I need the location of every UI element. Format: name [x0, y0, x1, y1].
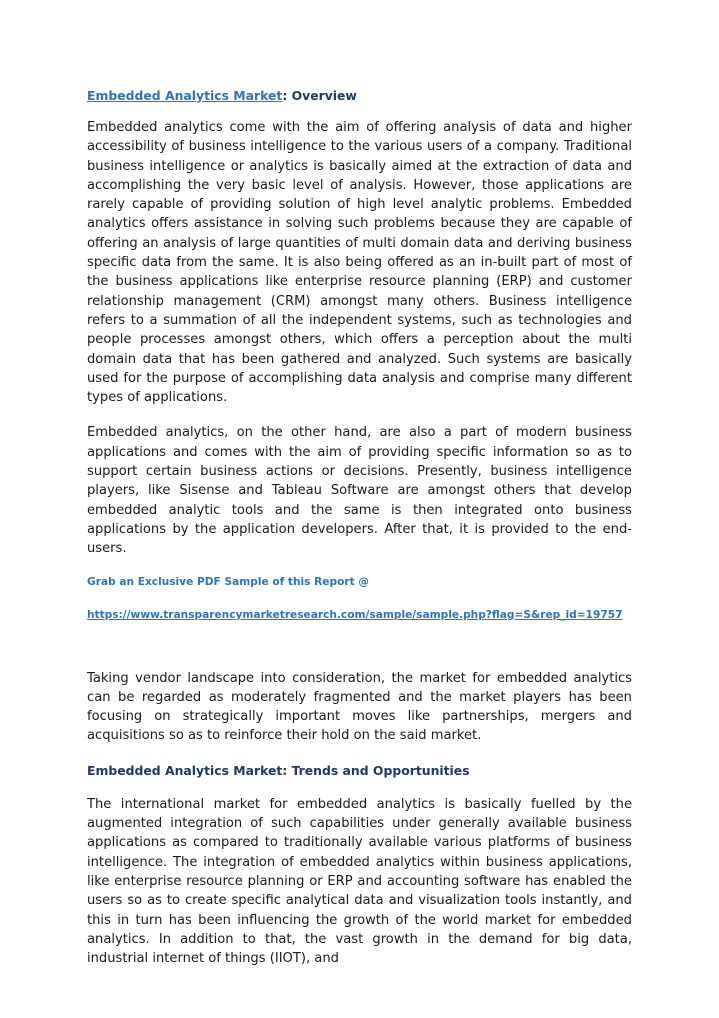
section-heading-overview — [87, 87, 632, 105]
paragraph-vendor-landscape: Taking vendor landscape into consideration, the market for embedded analytics can be regarded as moderately fragmented and the market players has been focusing on strategically important moves like partnerships, mergers and acquisitions so as to reinforce their hold on the said market. — [87, 670, 632, 744]
paragraph-overview-2: Embedded analytics, on the other hand, are also a part of modern business applications and comes with the aim of providing specific information so as to support certain business actions or decisions. Presently, business intelligence players, like Sisense and Tableau Software are amongst others that develop embedded analytic tools and the same is then integrated onto business applications by the application developers. After that, it is provided to the end-users. — [87, 425, 632, 557]
paragraph-overview-1: Embedded analytics come with the aim of offering analysis of data and higher accessibility of business intelligence to the various users of a company. Traditional business intelligence or analytics is basically aimed at the extraction of data and accomplishing the very basic level of analysis. However, those applications are rarely capable of providing solution of high level analytic problems. Embedded analytics offers assistance in solving such problems because they are capable of offering an analysis of large quantities of multi domain data and deriving business specific data from the same. It is also being offered as an in-built part of most of the business applications like enterprise resource planning (ERP) and customer relationship management (CRM) amongst many others. Business intelligence refers to a summation of all the independent systems, such as technologies and people processes amongst others, which offers a perception about the multi domain data that has been gathered and analyzed. Such systems are basically used for the purpose of accomplishing data analysis and comprise many different types of applications. — [87, 120, 632, 406]
embedded-analytics-market-link[interactable]: Embedded Analytics Market — [87, 88, 283, 103]
sample-report-label: Grab an Exclusive PDF Sample of this Report @ — [87, 575, 369, 588]
heading-overview-suffix: : Overview — [282, 88, 357, 103]
section-heading-trends: Embedded Analytics Market: Trends and Opportunities — [87, 762, 470, 778]
paragraph-trends: The international market for embedded analytics is basically fuelled by the augmented integration of such capabilities under generally available business applications as compared to traditionally available various platforms of business intelligence. The integration of embedded analytics within business applications, like enterprise resource planning or ERP and accounting software has enabled the users so as to create specific analytical data and visualization tools instantly, and this in turn has been influencing the growth of the world market for embedded analytics. In addition to that, the vast growth in the demand for big data, industrial internet of things (IIOT), and — [87, 796, 632, 967]
document-page — [87, 87, 632, 984]
sample-report-link[interactable]: https://www.transparencymarketresearch.com/sample/sample.php?flag=S&rep_id=19757 — [87, 608, 623, 621]
